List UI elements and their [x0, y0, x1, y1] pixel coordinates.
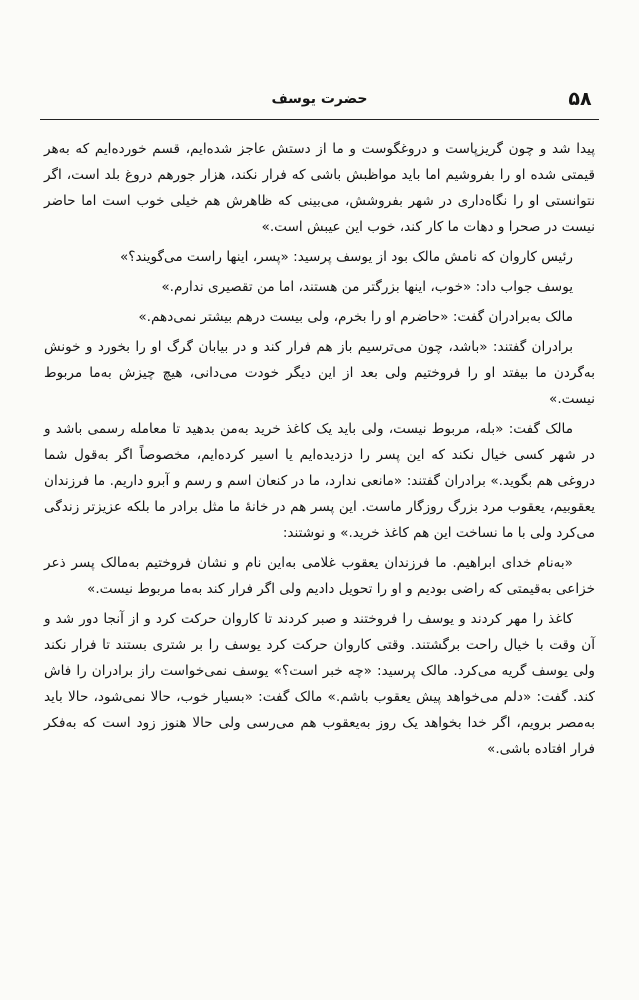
header-rule [40, 119, 599, 120]
paragraph: رئیس کاروان که نامش مالک بود از یوسف پرسید: «پسر، اینها راست می‌گویند؟» [119, 249, 573, 265]
paragraph: برادران گفتند: «باشد، چون می‌ترسیم باز هم فرار کند و در بیابان گرگ او را بخورد و خونش به‌گردن ما بیفتد او را فروختیم ولی بعد از این دیگر خودت می‌دانی، هیچ چیزش به‌ما مربوط نیست.» [44, 339, 595, 407]
page-header [36, 88, 603, 114]
paragraph: مالک به‌برادران گفت: «حاضرم او را بخرم، ولی بیست درهم بیشتر نمی‌دهم.» [138, 309, 573, 325]
paragraph: مالک گفت: «بله، مربوط نیست، ولی باید یک کاغذ خرید به‌من بدهید تا معامله رسمی باشد و در شهر کسی خیال نکند که این پسر را دزدیده‌ایم یا اسیر کرده‌ایم، مخصوصاً اگر به‌قول شما دروغی هم بگوید.» برادران گفتند: «مانعی ندارد، ما در کنعان اسم و رسم و آبرو داریم. ما فرزندان یعقوبیم، یعقوب مرد بزرگ روزگار ماست. این پسر هم در خانهٔ ما مثل برادر ما بلکه عزیزتر زندگی می‌کرد ولی با ما نساخت این هم کاغذ خرید.» و نوشتند: [44, 421, 595, 541]
body-text [44, 136, 595, 766]
paragraph: یوسف جواب داد: «خوب، اینها بزرگتر من هستند، اما من تقصیری ندارم.» [161, 279, 573, 295]
paragraph: پیدا شد و چون گریزپاست و دروغگوست و ما از دستش عاجز شده‌ایم، قسم خورده‌ایم که به‌هر قیمتی شده او را بفروشیم اما باید مواظبش باشی که فرار نکند، هزار جورهم دروغ بلد است، اگر نتوانستی او را نگاه‌داری در شهر بفروشش، می‌بینی که ظاهرش هم خیلی خوب است اما حاضر نیست در صحرا و دهات ما کار کند، خوب این عیبش است.» [44, 141, 595, 235]
page-number: ۵۸ [568, 88, 592, 110]
paragraph: «به‌نام خدای ابراهیم. ما فرزندان یعقوب غلامی به‌این نام و نشان فروختیم به‌مالک پسر ذعر خزاعی به‌قیمتی که راضی بودیم و او را تحویل دادیم ولی اگر فرار کند به‌ما مربوط نیست.» [44, 555, 595, 597]
running-title: حضرت یوسف [271, 91, 368, 107]
paragraph: کاغذ را مهر کردند و یوسف را فروختند و صبر کردند تا کاروان حرکت کرد و از آنجا دور شد و آن وقت با خیال راحت برگشتند. وقتی کاروان حرکت کرد یوسف را بر شتری بستند تا فرار نکند ولی یوسف گریه می‌کرد. مالک پرسید: «چه خبر است؟» یوسف نمی‌خواست راز برادران را فاش کند. گفت: «دلم می‌خواهد پیش یعقوب باشم.» مالک گفت: «بسیار خوب، حالا نمی‌شود، حالا باید به‌مصر برویم، اگر خدا بخواهد یک روز به‌یعقوب هم می‌رسی ولی حالا هنوز زود است که به‌فکر فرار افتاده باشی.» [44, 611, 595, 757]
